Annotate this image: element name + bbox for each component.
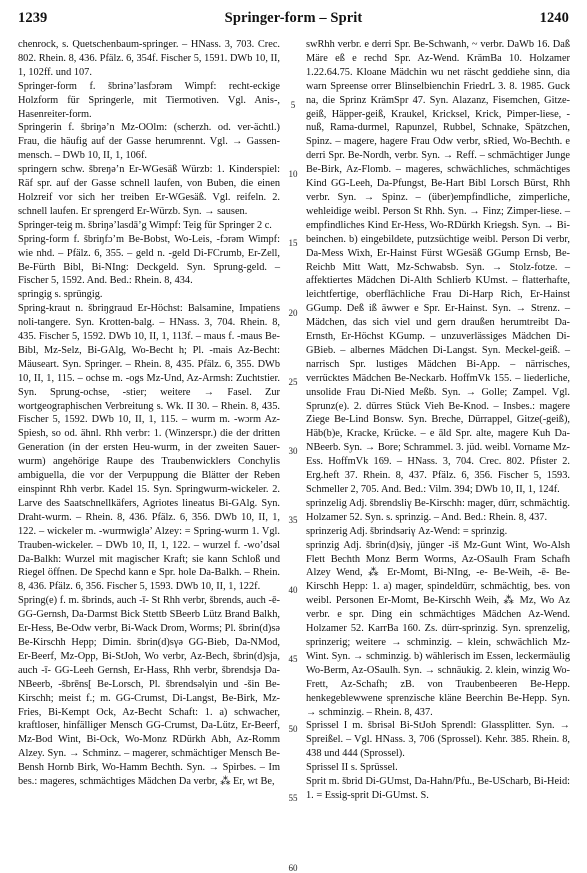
line-number: 5 [290,100,296,110]
line-number: 60 [288,863,298,873]
dictionary-entry: Sprissel II s. Sprüssel. [306,762,398,774]
dictionary-entry: Springer-teig m. šbriŋə’lasdā’g Wimpf: Teig für Springer 2 c. [18,219,272,231]
dictionary-entry: Spring(e) f. m. šbrinds, auch -ī- St Rhh verbr, šbrends, auch -ē- GG-Gernsh, Da-Darmst Bick Stettb SBeerb Lütz Brand Balkh, Er-Hess, Be-Odw verbr, Bi-Wack Drom, Worms; Pl. šbrin(d)sə Be-Kirschh Hepp; Dimin. šbrin(d)sγə GG-Bieb, Da-NMod, Er-Beerf, Mz-Opp, Bi-StJoh, Wo verbr, Az-Bech, šbrin(d)sja, auch -ī- GG-Leeh Gernsh, Er-Hass, Rhh verbr, šbrendsjə Da-NBeerb, -šbrēns[ Be-Lorsch, Pl. šbrendsəlγin und -šin Be-Kirschh; meist f.; m. GG-Crumst, Di-Langst, Be-Birk, Mz-Fries, Bi-Kempt Ock, Az-Becht Schaft: 1. a) schwacher, kraftloser, hinfälliger Mensch GG-Crumst, Da-Lütz, Er-Beerf, Mz-Bod Wint, Bi-Ock, Wo-Monz RDürkh Abh, Az-Romm Alzey. Syn. → Schminz. – magerer, schmächtiger Mensch Be-Bensh Hornb Birk, Wo-Hamm Bechth. Syn. → Spirbes. – Im bes.: mageres, schmächtiges Mädchen Da verbr, ⁂ Er, wt Be, [18,595,280,788]
line-number: 30 [288,446,298,456]
dictionary-entry: chenrock, s. Quetschenbaum-springer. – HNass. 3, 703. Crec. 802. Rhein. 8, 436. Pfälz. 6, 354f. Fischer 5, 1591. DWb 10, II, 1, 102ff. und 107. [18,39,280,78]
dictionary-entry: sprinzig Adj. šbrin(d)siγ, jünger -iš Mz-Gunt Wint, Wo-Alsh Flett Bechth Monz Berm Worms, Az-OSaulh Fram Schafh Alzey Wend, ⁂ Er-Momt, Bi-NIng, -e- Be-Weih, -ē- Be-Kirschh Hepp: 1. a) mager, spindeldürr, schmächtig, bes. von weibl. Personen Er-Momt, Be-Kirschh Weih, ⁂ Mz, Wo Az verbr. e spr. Ding ein schmächtiges Mädchen Az-Wend. Holzamer 52. KarrBa 160. Zs. dürr-sprinzig. Syn. sprenzelig, sprinzerig; weitere → schminzig. – klein, schwächlich Mz-Wint. Syn. → schminzig. b) wählerisch im Essen, leckermäulig Wo-Berm, Az-OSaulh. Syn. → schnäukig. 2. klein, winzig Wo-Frett, Az-Schafh; zB. von Traubenbeeren Be-Hepp. henkegeblewwene sprenzische kläne Beerchin Be-Hepp. Syn. → schminzig. – Rhein. 8, 437. [306,539,570,718]
dictionary-entry: Sprit m. šbrid Di-GUmst, Da-Hahn/Pfu., Be-UScharb, Bi-Heid: 1. = Essig-sprit Di-GUmst. S. [306,776,570,801]
dictionary-entry: Sprissel I m. šbrisəl Bi-StJoh Sprendl: Glassplitter. Syn. → Spreißel. – Vgl. HNass. 3, 706 (Sprossel). Kehr. 385. Rhein. 8, 438 und 444 (Sprossel). [306,720,570,760]
line-number: 10 [288,169,298,179]
line-number: 20 [288,308,298,318]
line-number: 55 [288,793,298,803]
dictionary-entry: springern schw. šbreŋə’n Er-WGesäß Würzb: 1. Kinderspiel: Räf spr. auf der Gasse schnell laufen, von Buben, die einen Holzreif vor sich her treiben Er-WGesäß. Vgl. reifeln. 2. schnell laufen. Er sprengerd Er-Würzb. Syn. → sausen. [18,164,280,217]
line-number: 25 [288,377,298,387]
page-number-right: 1240 [539,10,569,26]
dictionary-entry: sprinzelig Adj. šbrendsliγ Be-Kirschh: mager, dürr, schmächtig. Holzamer 52. Syn. s. sprinzig. – And. Bed.: Rhein. 8, 437. [306,497,570,523]
dictionary-entry: Springerin f. šbriŋə’n Mz-OOlm: (scherzh. od. ver-ächtl.) Frau, die häufig auf der Gasse herumrennt. Vgl. → Gassen-mensch. – DWb 10, II, 1, 106f. [18,122,280,162]
line-number: 40 [288,585,298,595]
page-header [18,10,569,32]
dictionary-entry: swRhh verbr. e derri Spr. Be-Schwanh, ~ verbr. DaWb 16. Daß Märe eß e rechd Spr. Az-Wend. KrämBa 10. Holzamer 1.22.64.75. Kloane Mädchin wu net räscht geddiehe sinn, dia warn Spreense orrer Blinselbienchin FriedrL 3. 8. 1985. Guck na, die Sprinz KrämSpr 47. Syn. Alazanz, Fisemchen, Gitze-geiß, Häpper-geiß, Kraukel, Kricksel, Krick, Pimper-liese, -nuß, Rama-durmel, Rapunzel, Rubbel, Schnake, Spätzchen, Spinz. – magere, hagere Frau Odw verbr, sRied, Wo-Bechth. e derri Spr. Be-Nordh, verbr. Syn. → Reff. – schmächtiger Junge Be-Birk, Az-Flomb. – mageres, schwächliches, schmächtiges Kind GG-Leeh, Da-Pfungst, Be-Hart Bibl Lorsch Bürst, Rhh verbr. Syn. → Spinz. – (über)empfindliche, zimperliche, wehleidige weibl. Person St Rhh. Syn. → Finz; Zimper-liese. – empfindliches Kind Er-Hess, Wo-RDürkh Kriegsh. Syn. → Bi-beinchen. b) eingebildete, putzsüchtige weibl. Person Di verbr, Da-Mess Wixh, Er-Hainst Fürst WGesäß GGump Ernsb, Be-Reichb Mitt Watt, Mz-Schwabsb. Syn. → Stolz-fotze. – affektiertes Mädchen Di-Alth Schlierb KUmst. – flatterhafte, leichtfertige, oberflächliche Frau Di-Harp Rich, Er-Hainst GGump. Deß iß äwwer e Spr. Er-Hainst. Syn. → Strenz. – Mädchen, das sich viel und gern draußen herumtreibt Da-Ernsth, Er-Höchst KGump. – unzuverlässiges Mädchen Di-GBieb. – albernes Mädchen Di-Langst. Syn. Meckel-geiß. – narrisch Spr. lustiges Mädchen Bi-App. – närrisches, verrücktes Mädchen Be-Neckarb. HoffmVk 155. – liederliche, unsolide Frau Di-Nied Meßb. Syn. → Golle; Zampel. Vgl. Sprunz(e). 2. dürres Stück Vieh Be-Knod. – Insbes.: magere Ziege Be-Lind Bonsw. Syn. Breche, Dürrappel, Gitze(-geiß), Häb(b)e, Kracke, Krücke. – e āld Spr. alte, magere Kuh Da-NBeerb. Syn. → Bore; Schrammel. 3. jüd. weibl. Vorname Mz-Ess. HoffmVk 169. – HNass. 3, 704. Crec. 802. Pfister 2. Erg.heft 37. Rhein. 8, 437. Pfälz. 6, 356. Fischer 5, 1593. Schmeller 2, 705. And. Bed.: Vilm. 394; DWb 10, II, 1, 124f. [306,39,570,495]
line-number: 35 [288,515,298,525]
dictionary-entry: sprinzerig Adj. šbrindsəriγ Az-Wend: = sprinzig. [306,525,508,537]
right-column [306,38,570,803]
left-column [18,38,280,789]
dictionary-entry: springig s. sprüngig. [18,289,103,301]
dictionary-entry: Spring-kraut n. šbriŋgraud Er-Höchst: Balsamine, Impatiens noli-tangere. Syn. Krotten-balg. – HNass. 3, 704. Rhein. 8, 435. Fischer 5, 1592. DWb 10, II, 1, 113f. – maus f. -maus Be-Bibl, Mz-Selz, Bi-GAlg, Wo-Becht h; Pl. -mais Az-Becht: Mäuseart. Syn. Springer. – Rhein. 8, 435. Pfälz. 6, 355. DWb 10, II, 1, 115. – ochse m. -ogs Mz-Und, Az-Armsh: Zuchtstier. Syn. Sprung-ochse, -stier; weitere → Fasel. Zur wortgeographischen Verbreitung s. Wk. II 30. – Rhein. 8, 435. Fischer 5, 1592. DWb 10, II, 1, 115. – wurm m. -wɔrm Az-Spiesh, so od. ähnl. Rhh verbr: 1. (Winzerspr.) die der dritten Generation (in der ersten Heu-wurm, in der zweiten Sauer-wurm) angehörige Raupe des Traubenwicklers Conchylis ambiguella, die vor der Verpuppung die Blätter der Reben einspinnt Rhh verbr. Kadel 15. Syn. Springwurm-wickeler. 2. Larve des Saatschnellkäfers, Agriotes lineatus Bi-GAlg. Syn. Draht-wurm. – Rhein. 8, 436. Pfälz. 6, 356. DWb 10, II, 1, 122. – wickeler m. -wurmwiglə’ Alzey: = Spring-wurm 1. Vgl. Trauben-wickeler. – DWb 10, II, 1, 122. – wurzel f. -wo’dsəl Da-Balkh: Wurzel mit magischer Kraft; sie kann Schloß und Riegel öffnen. De Spechd kann e Spr. hole Da-Balkh. – Rhein. 8, 436. Pfälz. 6, 356. Fischer 5, 1593. DWb 10, II, 1, 122f. [18,303,280,593]
running-title: Springer-form – Sprit [224,10,363,26]
dictionary-entry: Spring-form f. šbriŋfɔ’m Be-Bobst, Wo-Leis, -fɔrəm Wimpf: wie nhd. – Pfälz. 6, 355. – geld n. -geld Di-FCrumb, Er-Zell, Be-Fürth Bibl, Bi-NIng: Deckgeld. Syn. Sprung-geld. – Fischer 5, 1592. And. Bed.: Rhein. 8, 434. [18,233,280,287]
line-number: 50 [288,724,298,734]
line-number-gutter [284,38,302,873]
line-number: 45 [288,654,298,664]
line-number: 15 [288,238,298,248]
page-number-left: 1239 [18,10,48,26]
dictionary-entry: Springer-form f. šbrinə’lasfɔrəm Wimpf: recht-eckige Holzform für Springerle, mit Tiermotiven. Vgl. Anis-, Hasenreiter-form. [18,80,280,120]
